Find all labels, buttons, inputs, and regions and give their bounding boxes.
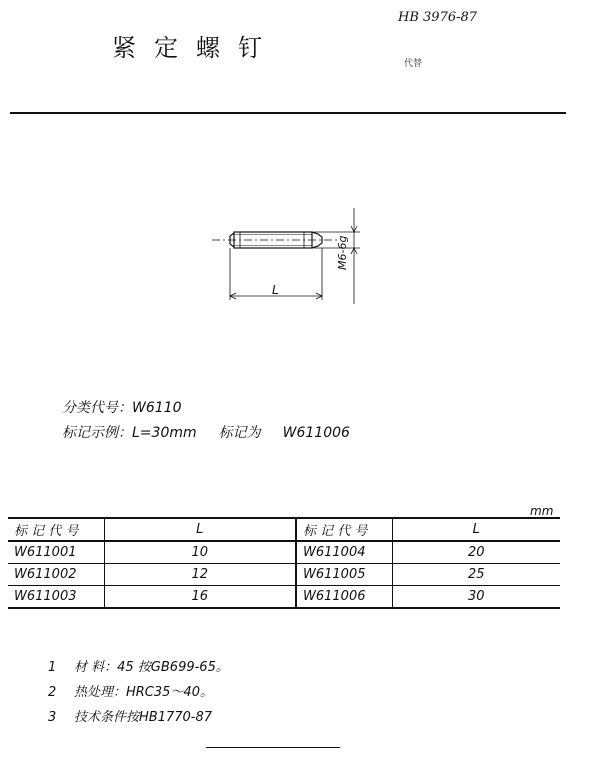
cell-length: 16 xyxy=(104,586,296,609)
thread-dimension-label: M6-6g xyxy=(336,235,349,270)
cell-code: W611005 xyxy=(296,564,392,586)
marking-example-line xyxy=(62,422,350,442)
note-item: 1 材 料：45 按GB699-65。 xyxy=(48,660,229,675)
example-label: 标记示例： xyxy=(62,425,132,441)
header-length: L xyxy=(104,518,296,541)
note-item: 3 技术条件按HB1770-87 xyxy=(48,710,213,725)
spec-table xyxy=(8,517,560,609)
table-row xyxy=(8,541,560,564)
standard-number: HB 3976-87 xyxy=(398,10,478,25)
supersedes-label: 代替 xyxy=(404,59,423,69)
example-value: L=30mm xyxy=(132,425,197,441)
cell-code: W611003 xyxy=(8,586,104,609)
classification-line xyxy=(62,397,181,417)
classification-value: W6110 xyxy=(132,400,182,416)
table-header-row xyxy=(8,518,560,541)
header-length: L xyxy=(392,518,560,541)
note-item: 2 热处理：HRC35～40。 xyxy=(48,685,213,700)
cell-length: 20 xyxy=(392,541,560,564)
unit-label: mm xyxy=(530,504,554,518)
cell-length: 30 xyxy=(392,586,560,609)
cell-code: W611004 xyxy=(296,541,392,564)
classification-label: 分类代号： xyxy=(62,400,132,416)
cell-length: 12 xyxy=(104,564,296,586)
header-rule xyxy=(10,112,566,114)
cell-code: W611001 xyxy=(8,541,104,564)
footer-rule xyxy=(206,747,340,748)
technical-notes xyxy=(48,656,229,731)
cell-length: 25 xyxy=(392,564,560,586)
header-code: 标 记 代 号 xyxy=(296,518,392,541)
cell-length: 10 xyxy=(104,541,296,564)
header-code: 标 记 代 号 xyxy=(8,518,104,541)
cell-code: W611002 xyxy=(8,564,104,586)
mark-label: 标记为 xyxy=(218,425,261,441)
cell-code: W611006 xyxy=(296,586,392,609)
table-row xyxy=(8,564,560,586)
set-screw-drawing xyxy=(200,200,380,310)
mark-value: W611006 xyxy=(282,425,350,441)
length-dimension-label: L xyxy=(272,283,279,297)
table-row xyxy=(8,586,560,609)
document-title: 紧定螺钉 xyxy=(112,34,280,62)
